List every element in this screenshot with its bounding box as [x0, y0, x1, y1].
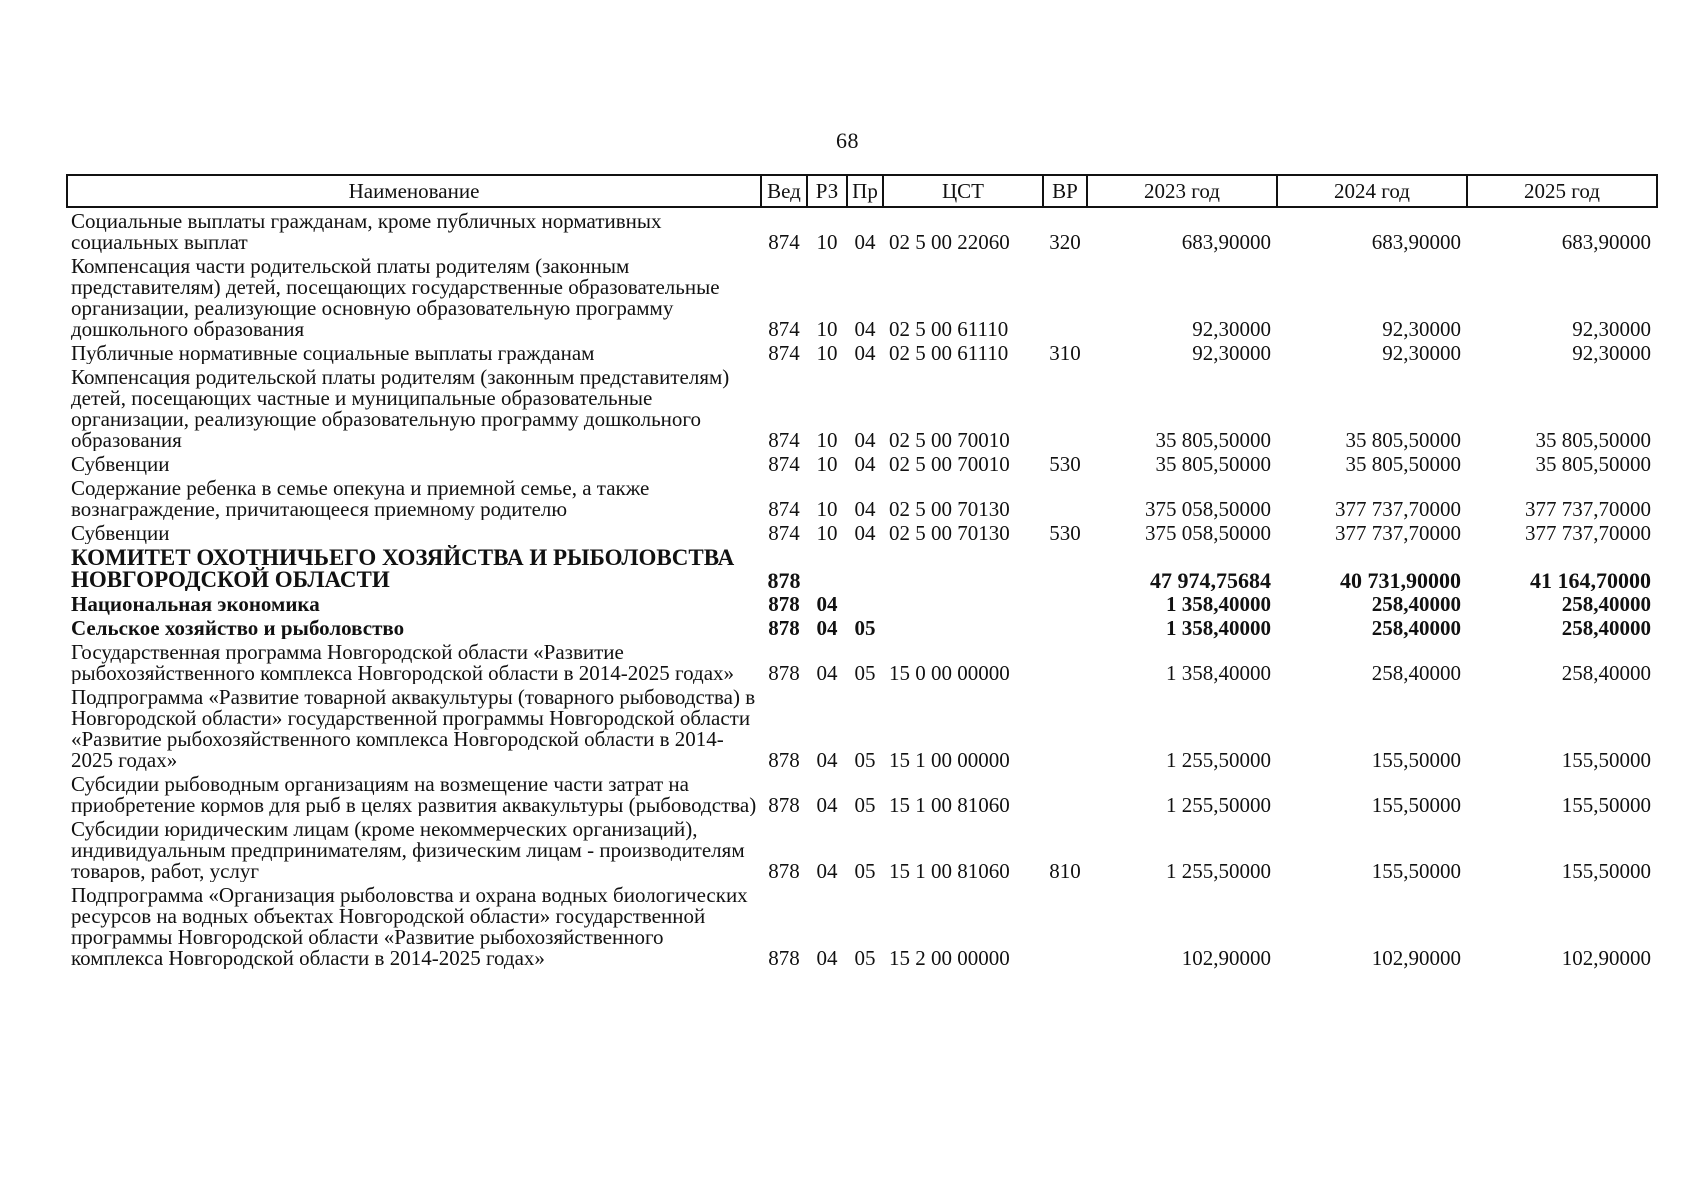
- row-amount-2024: 40 731,90000: [1340, 568, 1461, 591]
- table-row: [67, 544, 1657, 591]
- row-name: Публичные нормативные социальные выплаты гражданам: [71, 341, 595, 364]
- table-header: [67, 175, 1657, 207]
- row-amount-2025: 102,90000: [1561, 946, 1651, 969]
- row-cst: 15 1 00 81060: [889, 793, 1010, 816]
- row-rz: 04: [816, 661, 838, 684]
- table-row: [67, 475, 1657, 520]
- row-name: Субсидии рыбоводным организациям на возмещение части затрат на приобретение кормов для рыб в целях развития аквакультуры (рыбоводства): [71, 772, 757, 816]
- row-amount-2025: 41 164,70000: [1530, 568, 1651, 591]
- row-amount-2024: 258,40000: [1371, 661, 1461, 684]
- row-amount-2023: 375 058,50000: [1145, 497, 1271, 520]
- column-header-2024: 2024 год: [1277, 175, 1467, 207]
- row-ved: 878: [768, 793, 800, 816]
- row-amount-2023: 1 255,50000: [1166, 793, 1271, 816]
- row-vr: [1043, 684, 1087, 771]
- row-amount-2023: 1 255,50000: [1166, 748, 1271, 771]
- row-ved: 874: [768, 341, 800, 364]
- row-amount-2023: 92,30000: [1192, 341, 1271, 364]
- row-cst: [883, 544, 1043, 591]
- table-body: [67, 207, 1657, 969]
- row-amount-2024: 35 805,50000: [1345, 428, 1461, 451]
- row-rz: 04: [816, 859, 838, 882]
- row-rz: 10: [816, 521, 838, 544]
- row-amount-2025: 683,90000: [1561, 230, 1651, 253]
- table-row: [67, 207, 1657, 253]
- row-vr: [1043, 615, 1087, 639]
- row-cst: [883, 615, 1043, 639]
- row-vr: 310: [1049, 341, 1081, 364]
- column-header-2023: 2023 год: [1087, 175, 1277, 207]
- row-amount-2024: 92,30000: [1382, 341, 1461, 364]
- row-cst: 15 1 00 00000: [889, 748, 1010, 771]
- table-row: [67, 364, 1657, 451]
- budget-table: [66, 174, 1658, 969]
- row-ved: 878: [768, 748, 800, 771]
- row-rz: 04: [816, 616, 838, 639]
- row-ved: 878: [768, 859, 800, 882]
- row-amount-2025: 155,50000: [1561, 748, 1651, 771]
- row-pr: 04: [854, 521, 876, 544]
- row-name: Социальные выплаты гражданам, кроме публичных нормативных социальных выплат: [71, 209, 662, 253]
- row-amount-2024: 377 737,70000: [1335, 497, 1461, 520]
- table-row: [67, 771, 1657, 816]
- row-amount-2023: 683,90000: [1181, 230, 1271, 253]
- row-name: Подпрограмма «Развитие товарной аквакультуры (товарного рыбоводства) в Новгородской области» государственной программы Новгородской области «Развитие рыбохозяйственного комплекса Новгородской области в 2014-2025 годах»: [71, 685, 756, 771]
- row-rz: 04: [816, 748, 838, 771]
- row-name: Компенсация части родительской платы родителям (законным представителям) детей, посещающих государственные образовательные организации, реализующие основную образовательную программу дошкольного образования: [71, 254, 720, 340]
- row-pr: 04: [854, 497, 876, 520]
- row-amount-2023: 102,90000: [1181, 946, 1271, 969]
- row-amount-2023: 1 255,50000: [1166, 859, 1271, 882]
- table-row: [67, 882, 1657, 969]
- row-pr: 04: [854, 317, 876, 340]
- row-name: Субсидии юридическим лицам (кроме некоммерческих организаций), индивидуальным предпринимателям, физическим лицам - производителям товаров, работ, услуг: [71, 817, 745, 882]
- row-cst: 02 5 00 70130: [889, 521, 1010, 544]
- row-name: Национальная экономика: [71, 592, 320, 615]
- row-pr: 05: [854, 661, 876, 684]
- row-amount-2025: 155,50000: [1561, 793, 1651, 816]
- row-amount-2023: 35 805,50000: [1155, 452, 1271, 475]
- row-name: Государственная программа Новгородской области «Развитие рыбохозяйственного комплекса Новгородской области в 2014-2025 годах»: [71, 640, 735, 684]
- row-rz: 10: [816, 428, 838, 451]
- row-amount-2025: 92,30000: [1572, 341, 1651, 364]
- table-row: [67, 520, 1657, 544]
- row-ved: 874: [768, 497, 800, 520]
- row-amount-2023: 375 058,50000: [1145, 521, 1271, 544]
- row-rz: [807, 544, 847, 591]
- column-header-2025: 2025 год: [1467, 175, 1657, 207]
- row-vr: 810: [1049, 859, 1081, 882]
- row-pr: 04: [854, 230, 876, 253]
- row-amount-2023: 1 358,40000: [1166, 661, 1271, 684]
- row-amount-2025: 258,40000: [1561, 616, 1651, 639]
- row-cst: 15 2 00 00000: [889, 946, 1010, 969]
- row-vr: [1043, 639, 1087, 684]
- column-header-pr: Пр: [847, 175, 883, 207]
- table-row: [67, 591, 1657, 615]
- row-ved: 878: [768, 661, 800, 684]
- row-amount-2024: 155,50000: [1371, 859, 1461, 882]
- row-vr: [1043, 364, 1087, 451]
- row-rz: 04: [816, 592, 838, 615]
- row-pr: 04: [854, 341, 876, 364]
- row-cst: 02 5 00 70010: [889, 428, 1010, 451]
- row-cst: 15 1 00 81060: [889, 859, 1010, 882]
- column-header-ved: Вед: [761, 175, 807, 207]
- row-amount-2025: 377 737,70000: [1525, 521, 1651, 544]
- row-amount-2025: 258,40000: [1561, 592, 1651, 615]
- table-row: [67, 615, 1657, 639]
- row-rz: 10: [816, 497, 838, 520]
- row-rz: 10: [816, 341, 838, 364]
- row-ved: 878: [767, 568, 801, 591]
- row-ved: 874: [768, 317, 800, 340]
- row-rz: 04: [816, 946, 838, 969]
- table-row: [67, 816, 1657, 882]
- row-amount-2025: 92,30000: [1572, 317, 1651, 340]
- table-row: [67, 340, 1657, 364]
- row-vr: [1043, 771, 1087, 816]
- row-cst: 02 5 00 61110: [889, 317, 1009, 340]
- row-ved: 874: [768, 428, 800, 451]
- column-header-vr: ВР: [1043, 175, 1087, 207]
- row-ved: 878: [768, 592, 800, 615]
- row-amount-2023: 47 974,75684: [1150, 568, 1271, 591]
- row-amount-2024: 155,50000: [1371, 748, 1461, 771]
- row-amount-2025: 35 805,50000: [1535, 428, 1651, 451]
- table-row: [67, 684, 1657, 771]
- row-amount-2024: 102,90000: [1371, 946, 1461, 969]
- row-name: Субвенции: [71, 521, 170, 544]
- row-cst: 15 0 00 00000: [889, 661, 1010, 684]
- row-amount-2023: 1 358,40000: [1166, 592, 1271, 615]
- row-pr: 04: [854, 428, 876, 451]
- row-vr: [1043, 475, 1087, 520]
- table-row: [67, 451, 1657, 475]
- row-ved: 874: [768, 521, 800, 544]
- page-number: 68: [836, 128, 859, 153]
- row-cst: 02 5 00 70130: [889, 497, 1010, 520]
- row-vr: [1043, 882, 1087, 969]
- row-amount-2024: 155,50000: [1371, 793, 1461, 816]
- column-header-rz: РЗ: [807, 175, 847, 207]
- row-ved: 874: [768, 452, 800, 475]
- row-vr: 530: [1049, 521, 1081, 544]
- row-pr: 04: [854, 452, 876, 475]
- row-ved: 878: [768, 946, 800, 969]
- row-amount-2025: 258,40000: [1561, 661, 1651, 684]
- row-pr: [847, 591, 883, 615]
- column-header-cst: ЦСТ: [883, 175, 1043, 207]
- row-rz: 04: [816, 793, 838, 816]
- row-rz: 10: [816, 317, 838, 340]
- row-amount-2024: 258,40000: [1371, 592, 1461, 615]
- row-pr: 05: [854, 616, 876, 639]
- row-pr: [847, 544, 883, 591]
- row-name: КОМИТЕТ ОХОТНИЧЬЕГО ХОЗЯЙСТВА И РЫБОЛОВСТВА НОВГОРОДСКОЙ ОБЛАСТИ: [71, 545, 735, 591]
- row-name: Субвенции: [71, 452, 170, 475]
- row-pr: 05: [854, 748, 876, 771]
- row-amount-2024: 35 805,50000: [1345, 452, 1461, 475]
- row-vr: [1043, 253, 1087, 340]
- row-name: Сельское хозяйство и рыболовство: [71, 616, 405, 639]
- row-cst: 02 5 00 70010: [889, 452, 1010, 475]
- table-row: [67, 253, 1657, 340]
- row-amount-2025: 155,50000: [1561, 859, 1651, 882]
- row-vr: [1043, 544, 1087, 591]
- row-amount-2023: 35 805,50000: [1155, 428, 1271, 451]
- row-amount-2024: 92,30000: [1382, 317, 1461, 340]
- row-cst: 02 5 00 22060: [889, 230, 1010, 253]
- row-amount-2023: 1 358,40000: [1166, 616, 1271, 639]
- row-name: Подпрограмма «Организация рыболовства и охрана водных биологических ресурсов на водных объектах Новгородской области» государственной программы Новгородской области «Развитие рыбохозяйственного комплекса Новгородской области в 2014-2025 годах»: [71, 883, 748, 969]
- row-pr: 05: [854, 859, 876, 882]
- row-amount-2024: 683,90000: [1371, 230, 1461, 253]
- row-rz: 10: [816, 230, 838, 253]
- table-row: [67, 639, 1657, 684]
- row-amount-2024: 377 737,70000: [1335, 521, 1461, 544]
- row-cst: [883, 591, 1043, 615]
- row-pr: 05: [854, 793, 876, 816]
- column-header-name: Наименование: [67, 175, 761, 207]
- row-amount-2024: 258,40000: [1371, 616, 1461, 639]
- row-cst: 02 5 00 61110: [889, 341, 1009, 364]
- row-ved: 878: [768, 616, 800, 639]
- row-ved: 874: [768, 230, 800, 253]
- row-name: Содержание ребенка в семье опекуна и приемной семье, а также вознаграждение, причитающееся приемному родителю: [71, 476, 650, 520]
- row-vr: 530: [1049, 452, 1081, 475]
- row-rz: 10: [816, 452, 838, 475]
- row-amount-2023: 92,30000: [1192, 317, 1271, 340]
- row-vr: [1043, 591, 1087, 615]
- row-vr: 320: [1049, 230, 1081, 253]
- row-pr: 05: [854, 946, 876, 969]
- row-amount-2025: 35 805,50000: [1535, 452, 1651, 475]
- row-amount-2025: 377 737,70000: [1525, 497, 1651, 520]
- row-name: Компенсация родительской платы родителям (законным представителям) детей, посещающих частные и муниципальные образовательные организации, реализующие образовательную программу дошкольного образования: [71, 365, 730, 451]
